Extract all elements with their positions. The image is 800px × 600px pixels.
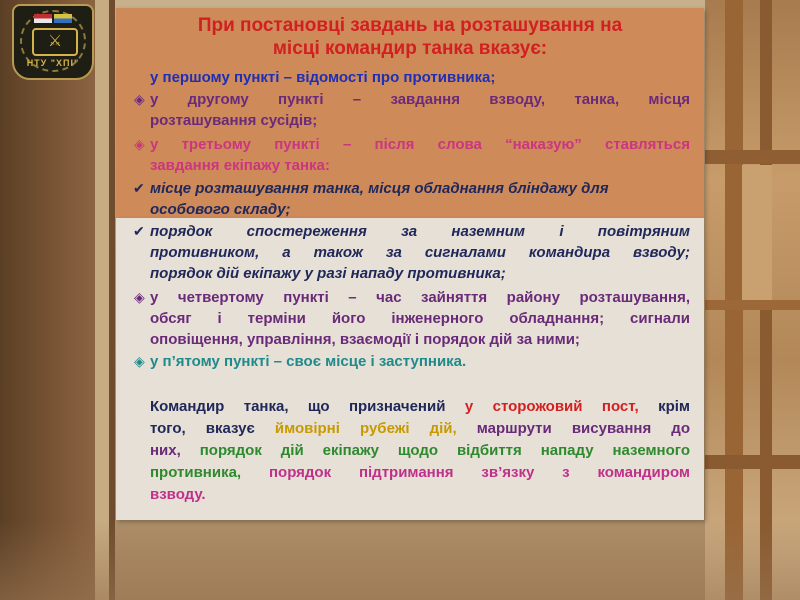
logo-text: НТУ "ХПІ" — [26, 58, 80, 68]
diamond-bullet-icon: ◈ — [134, 353, 145, 369]
checkmark-icon: ✔ — [133, 223, 145, 239]
list-item-5-line2: противником, а також за сигналами командира взводу; — [150, 244, 690, 261]
right-decor-bar — [705, 150, 800, 164]
paragraph-line-5 — [150, 484, 206, 505]
title-line: місці командир танка вказує: — [272, 38, 548, 59]
list-item-6-line3: оповіщення, управління, взаємодії і порядок дій за ними; — [150, 331, 580, 348]
university-logo — [12, 4, 94, 80]
paragraph-highlight: у сторожовий пост, — [464, 398, 639, 415]
flag-icon — [54, 14, 72, 23]
list-item-7: у п’ятому пункті – своє місце і заступника. — [150, 353, 467, 370]
paragraph-highlight: ймовірні рубежі дій, — [274, 420, 457, 437]
left-decor-stripe — [95, 0, 109, 600]
diamond-bullet-icon: ◈ — [134, 136, 145, 152]
slide-title — [150, 14, 670, 60]
list-item-2-line1: у другому пункті – завдання взводу, танка, місця — [150, 91, 690, 108]
diamond-bullet-icon: ◈ — [134, 91, 145, 107]
paragraph-highlight: противника, — [150, 464, 242, 481]
paragraph-line-1 — [150, 396, 690, 417]
list-item-5-line1: порядок спостереження за наземним і повітряним — [150, 223, 690, 240]
paragraph-highlight: порядок підтримання зв’язку з командиром — [268, 464, 691, 481]
list-item-6-line1: у четвертому пункті – час зайняття району розташування, — [150, 289, 690, 306]
list-item-3-line1: у третьому пункті – після слова “наказую” ставляться — [150, 136, 690, 153]
list-item-5-line3: порядок дій екіпажу у разі нападу противника; — [150, 265, 506, 282]
left-decor-stripe-dark — [109, 0, 115, 600]
paragraph-line-3 — [150, 440, 690, 461]
paragraph-text: крім — [658, 398, 691, 415]
diamond-bullet-icon: ◈ — [134, 289, 145, 305]
right-decor-block — [742, 165, 772, 300]
list-item-6-line2: обсяг і терміни його інженерного обладнання; сигнали — [150, 310, 690, 327]
list-item-1: у першому пункті – відомості про противника; — [150, 69, 496, 86]
paragraph-text: того, вказує — [150, 420, 255, 437]
title-line: При постановці завдань на розташування на — [197, 15, 623, 36]
paragraph-highlight: порядок дій екіпажу щодо відбиття нападу наземного — [199, 442, 690, 459]
right-decor-bar — [705, 300, 800, 310]
list-item-2-line2: розташування сусідів; — [150, 112, 318, 129]
paragraph-line-4 — [150, 462, 690, 483]
emblem-icon: ⚔ — [32, 28, 78, 56]
paragraph-highlight: них, — [150, 442, 181, 459]
checkmark-icon: ✔ — [133, 180, 145, 196]
paragraph-text: Командир танка, що призначений — [150, 398, 446, 415]
right-decor-bar — [705, 455, 800, 469]
list-item-4-line1: місце розташування танка, місця обладнання бліндажу для — [150, 180, 609, 197]
list-item-4-line2: особового складу; — [150, 201, 291, 218]
bottom-fade — [0, 520, 800, 600]
list-item-3-line2: завдання екіпажу танка: — [150, 157, 330, 174]
paragraph-line-2 — [150, 418, 690, 439]
flag-icon — [34, 14, 52, 23]
paragraph-highlight: взводу. — [150, 486, 206, 503]
paragraph-highlight: маршрути висування до — [476, 420, 690, 437]
left-decor-column — [0, 0, 95, 600]
